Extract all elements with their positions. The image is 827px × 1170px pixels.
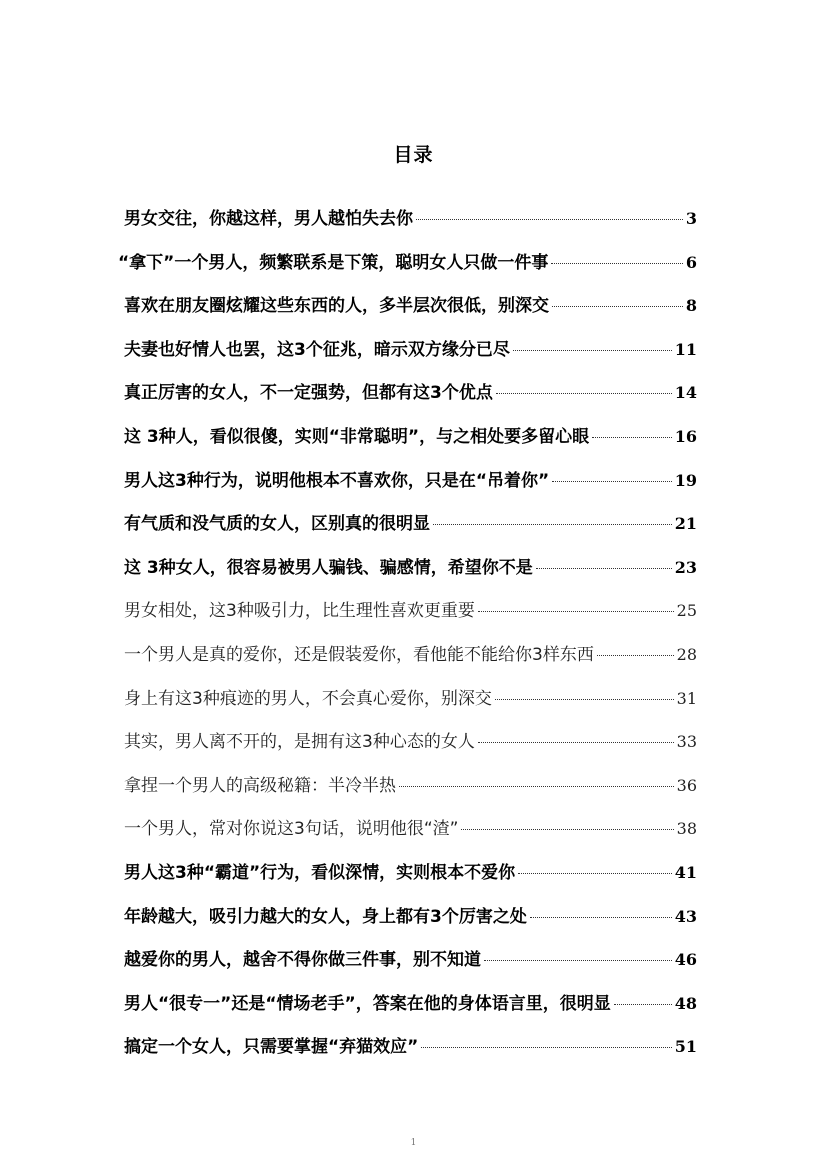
toc-dot-leader: [416, 219, 683, 220]
toc-entry-title: 有气质和没气质的女人，区别真的很明显: [124, 514, 430, 535]
toc-entry[interactable]: [124, 335, 697, 379]
toc-entry[interactable]: [124, 204, 697, 248]
toc-entry[interactable]: [124, 378, 697, 422]
toc-entry[interactable]: [124, 1032, 697, 1076]
toc-dot-leader: [495, 699, 674, 700]
toc-entry-page-number: 31: [676, 688, 697, 708]
toc-entry-page-number: 28: [676, 644, 697, 664]
toc-entry-page-number: 3: [685, 209, 697, 228]
page-number: 1: [410, 1138, 417, 1148]
toc-entry-title: 喜欢在朋友圈炫耀这些东西的人，多半层次很低，别深交: [124, 296, 549, 317]
toc-dot-leader: [496, 393, 672, 394]
toc-entry[interactable]: [124, 509, 697, 553]
toc-list: [118, 204, 697, 1076]
toc-entry[interactable]: [124, 902, 697, 946]
toc-entry-page-number: 36: [676, 775, 697, 795]
toc-dot-leader: [461, 829, 673, 830]
toc-entry-page-number: 11: [674, 339, 697, 359]
toc-entry[interactable]: [124, 466, 697, 510]
toc-entry-title: “拿下”一个男人，频繁联系是下策，聪明女人只做一件事: [118, 252, 549, 273]
toc-dot-leader: [592, 437, 672, 438]
toc-dot-leader: [551, 263, 683, 264]
toc-entry-page-number: 25: [676, 601, 697, 621]
toc-entry[interactable]: [124, 640, 697, 684]
toc-entry[interactable]: [124, 422, 697, 466]
toc-entry-title: 越爱你的男人，越舍不得你做三件事，别不知道: [124, 950, 481, 971]
toc-entry-page-number: 41: [674, 862, 697, 882]
toc-entry-title: 夫妻也好情人也罢，这3个征兆，暗示双方缘分已尽: [124, 339, 510, 360]
toc-entry-page-number: 6: [685, 252, 697, 272]
toc-entry-page-number: 8: [685, 296, 697, 316]
toc-entry-title: 一个男人是真的爱你，还是假装爱你，看他能不能给你3样东西: [124, 644, 594, 665]
toc-entry[interactable]: [124, 596, 697, 640]
toc-entry[interactable]: [124, 989, 697, 1033]
toc-entry-title: 真正厉害的女人，不一定强势，但都有这3个优点: [124, 383, 493, 404]
toc-entry-page-number: 21: [674, 514, 697, 534]
toc-entry-title: 身上有这3种痕迹的男人，不会真心爱你，别深交: [124, 688, 492, 709]
toc-dot-leader: [399, 786, 674, 787]
toc-entry-page-number: 51: [674, 1037, 697, 1057]
toc-entry-page-number: 16: [674, 426, 697, 446]
toc-entry-title: 男人“很专一”还是“情场老手”，答案在他的身体语言里，很明显: [124, 993, 611, 1014]
toc-entry-title: 这 3种女人，很容易被男人骗钱、骗感情，希望你不是: [124, 557, 533, 578]
toc-entry[interactable]: [124, 727, 697, 771]
toc-dot-leader: [484, 960, 672, 961]
toc-entry-page-number: 38: [676, 819, 697, 839]
toc-dot-leader: [536, 568, 672, 569]
toc-entry[interactable]: [124, 858, 697, 902]
toc-title: 目录: [393, 144, 434, 166]
toc-entry-title: 拿捏一个男人的高级秘籍：半冷半热: [124, 775, 396, 796]
toc-dot-leader: [552, 306, 683, 307]
toc-dot-leader: [597, 655, 674, 656]
toc-entry[interactable]: [124, 814, 697, 858]
toc-entry-title: 男女交往，你越这样，男人越怕失去你: [124, 209, 413, 229]
toc-entry-title: 男人这3种“霸道”行为，看似深情，实则根本不爱你: [124, 862, 516, 883]
toc-entry-title: 这 3种人，看似很傻，实则“非常聪明”，与之相处要多留心眼: [124, 426, 590, 447]
toc-dot-leader: [518, 873, 672, 874]
toc-entry-title: 男人这3种行为，说明他根本不喜欢你，只是在“吊着你”: [124, 470, 550, 491]
toc-entry[interactable]: [118, 248, 697, 292]
toc-entry-title: 一个男人，常对你说这3句话，说明他很“渣”: [124, 819, 459, 840]
toc-entry[interactable]: [124, 771, 697, 815]
toc-entry-page-number: 48: [674, 993, 697, 1013]
toc-entry[interactable]: [124, 291, 697, 335]
toc-entry-page-number: 23: [674, 557, 697, 577]
toc-entry-title: 搞定一个女人，只需要掌握“弃猫效应”: [124, 1037, 419, 1058]
toc-entry-page-number: 43: [674, 906, 697, 926]
toc-entry[interactable]: [124, 684, 697, 728]
toc-dot-leader: [552, 481, 672, 482]
toc-entry-title: 年龄越大，吸引力越大的女人，身上都有3个厉害之处: [124, 906, 527, 927]
toc-dot-leader: [614, 1004, 672, 1005]
toc-entry[interactable]: [124, 945, 697, 989]
toc-entry-page-number: 19: [674, 470, 697, 490]
toc-entry-page-number: 14: [674, 383, 697, 403]
toc-entry[interactable]: [124, 553, 697, 597]
toc-entry-title: 其实，男人离不开的，是拥有这3种心态的女人: [124, 732, 475, 753]
toc-dot-leader: [478, 742, 674, 743]
toc-entry-page-number: 46: [674, 950, 697, 970]
toc-entry-page-number: 33: [676, 732, 697, 752]
toc-dot-leader: [433, 524, 672, 525]
toc-dot-leader: [530, 917, 672, 918]
toc-dot-leader: [513, 350, 672, 351]
toc-dot-leader: [421, 1047, 671, 1048]
toc-dot-leader: [478, 611, 674, 612]
toc-entry-title: 男女相处，这3种吸引力，比生理性喜欢更重要: [124, 601, 475, 622]
